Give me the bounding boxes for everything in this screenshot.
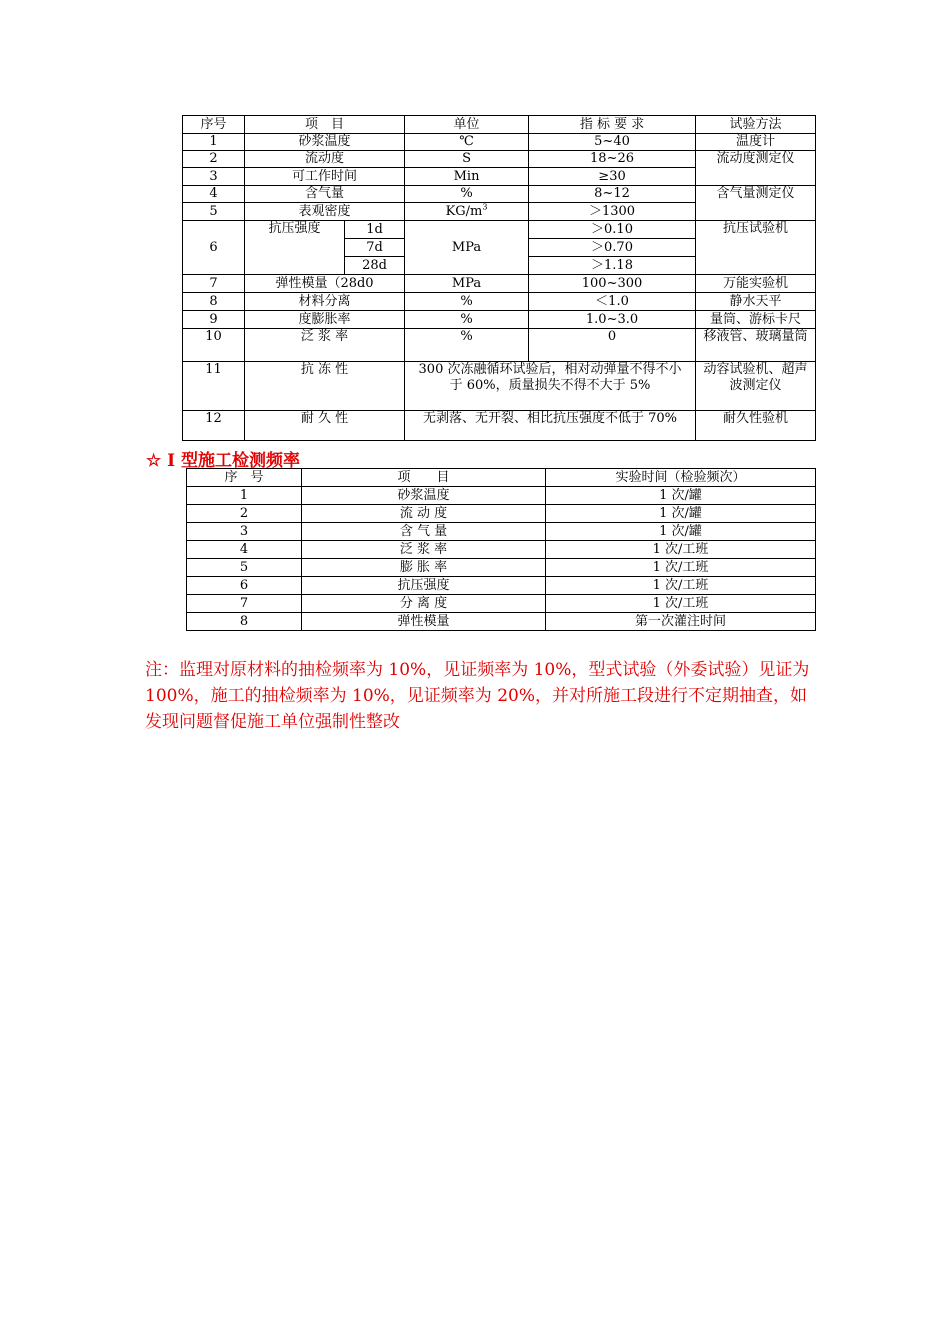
table-header-row	[187, 469, 816, 487]
frequency-cell: 1 次/工班	[546, 559, 816, 577]
row-number: 2	[183, 151, 245, 168]
frequency-cell: 1 次/罐	[546, 505, 816, 523]
item-cell: 含 气 量	[302, 523, 546, 541]
method-cell: 含气量测定仪	[696, 186, 816, 221]
requirement-cell: 8~12	[529, 186, 696, 203]
header-cell: 单位	[405, 116, 529, 134]
method-cell: 移液管、玻璃量筒	[696, 329, 816, 362]
row-number: 4	[183, 186, 245, 203]
row-number: 11	[183, 362, 245, 411]
method-cell: 量筒、游标卡尺	[696, 311, 816, 329]
age-cell: 7d	[345, 239, 405, 257]
row-number: 8	[183, 293, 245, 311]
inspection-frequency-table	[186, 468, 816, 631]
header-cell: 序 号	[187, 469, 302, 487]
requirement-cell: 300 次冻融循环试验后，相对动弹量不得不小于 60%，质量损失不得不大于 5%	[405, 362, 696, 411]
frequency-cell: 1 次/工班	[546, 541, 816, 559]
table-row	[187, 541, 816, 559]
item-cell: 抗 冻 性	[245, 362, 405, 411]
row-number: 1	[183, 134, 245, 151]
table-header-row	[183, 116, 816, 134]
unit-cell: %	[405, 293, 529, 311]
row-number: 1	[187, 487, 302, 505]
method-cell: 温度计	[696, 134, 816, 151]
requirement-cell: 1.0~3.0	[529, 311, 696, 329]
frequency-cell: 1 次/罐	[546, 523, 816, 541]
table-row	[187, 487, 816, 505]
item-cell: 抗压强度	[245, 221, 345, 275]
test-requirements-table	[182, 115, 816, 441]
frequency-cell: 1 次/罐	[546, 487, 816, 505]
unit-cell: %	[405, 186, 529, 203]
row-number: 10	[183, 329, 245, 362]
frequency-cell: 1 次/工班	[546, 577, 816, 595]
row-number: 12	[183, 411, 245, 441]
item-cell: 耐 久 性	[245, 411, 405, 441]
section-title: ☆ I 型施工检测频率	[146, 451, 301, 471]
table-row	[187, 559, 816, 577]
unit-cell: MPa	[405, 221, 529, 275]
item-cell: 弹性模量（28d0	[245, 275, 405, 293]
table-row	[183, 311, 816, 329]
item-cell: 材料分离	[245, 293, 405, 311]
unit-cell: MPa	[405, 275, 529, 293]
unit-cell	[405, 203, 529, 221]
header-cell: 指 标 要 求	[529, 116, 696, 134]
item-cell: 分 离 度	[302, 595, 546, 613]
method-cell: 动容试验机、超声波测定仪	[696, 362, 816, 411]
table-row	[183, 151, 816, 168]
unit-cell: %	[405, 311, 529, 329]
requirement-cell: ＞0.10	[529, 221, 696, 239]
row-number: 6	[187, 577, 302, 595]
table-row	[183, 221, 816, 239]
item-cell: 抗压强度	[302, 577, 546, 595]
requirement-cell: ＞1300	[529, 203, 696, 221]
unit-cell: S	[405, 151, 529, 168]
method-cell: 静水天平	[696, 293, 816, 311]
unit-superscript: 3	[482, 202, 488, 212]
requirement-cell: 0	[529, 329, 696, 362]
row-number: 4	[187, 541, 302, 559]
method-cell: 流动度测定仪	[696, 151, 816, 186]
table-row	[183, 329, 816, 362]
table-row	[187, 577, 816, 595]
requirement-cell: ≥30	[529, 168, 696, 186]
item-cell: 砂浆温度	[302, 487, 546, 505]
age-cell: 1d	[345, 221, 405, 239]
row-number: 8	[187, 613, 302, 631]
row-number: 6	[183, 221, 245, 275]
age-cell: 28d	[345, 257, 405, 275]
table-row	[183, 275, 816, 293]
item-cell: 砂浆温度	[245, 134, 405, 151]
frequency-cell: 第一次灌注时间	[546, 613, 816, 631]
item-cell: 弹性模量	[302, 613, 546, 631]
header-cell: 项 目	[245, 116, 405, 134]
method-cell: 耐久性验机	[696, 411, 816, 441]
requirement-cell: 无剥落、无开裂、相比抗压强度不低于 70%	[405, 411, 696, 441]
header-cell: 试验方法	[696, 116, 816, 134]
header-cell: 项 目	[302, 469, 546, 487]
row-number: 3	[187, 523, 302, 541]
unit-cell: ℃	[405, 134, 529, 151]
frequency-cell: 1 次/工班	[546, 595, 816, 613]
header-cell: 序号	[183, 116, 245, 134]
table-row	[187, 523, 816, 541]
item-cell: 度膨胀率	[245, 311, 405, 329]
unit-cell: %	[405, 329, 529, 362]
row-number: 9	[183, 311, 245, 329]
unit-text: KG/m	[445, 203, 483, 219]
requirement-cell: ＞1.18	[529, 257, 696, 275]
item-cell: 泛 浆 率	[302, 541, 546, 559]
requirement-cell: 5~40	[529, 134, 696, 151]
row-number: 3	[183, 168, 245, 186]
item-cell: 膨 胀 率	[302, 559, 546, 577]
item-cell: 表观密度	[245, 203, 405, 221]
requirement-cell: ＜1.0	[529, 293, 696, 311]
item-cell: 含气量	[245, 186, 405, 203]
item-cell: 可工作时间	[245, 168, 405, 186]
header-cell: 实验时间（检验频次）	[546, 469, 816, 487]
supervision-note: 注：监理对原材料的抽检频率为 10%，见证频率为 10%，型式试验（外委试验）见证为 100%，施工的抽检频率为 10%，见证频率为 20%，并对所施工段进行不定期抽查，如发现问题督促施工单位强制性整改	[145, 660, 810, 732]
method-cell: 万能实验机	[696, 275, 816, 293]
table-row	[187, 505, 816, 523]
table-row	[183, 362, 816, 411]
table-row	[183, 134, 816, 151]
row-number: 5	[183, 203, 245, 221]
row-number: 5	[187, 559, 302, 577]
requirement-cell: 18~26	[529, 151, 696, 168]
item-cell: 流 动 度	[302, 505, 546, 523]
method-cell: 抗压试验机	[696, 221, 816, 275]
table-row	[187, 613, 816, 631]
unit-cell: Min	[405, 168, 529, 186]
row-number: 2	[187, 505, 302, 523]
requirement-cell: ＞0.70	[529, 239, 696, 257]
row-number: 7	[187, 595, 302, 613]
item-cell: 流动度	[245, 151, 405, 168]
row-number: 7	[183, 275, 245, 293]
table-row	[183, 293, 816, 311]
table-row	[187, 595, 816, 613]
table-row	[183, 411, 816, 441]
table-row	[183, 186, 816, 203]
item-cell: 泛 浆 率	[245, 329, 405, 362]
requirement-cell: 100~300	[529, 275, 696, 293]
